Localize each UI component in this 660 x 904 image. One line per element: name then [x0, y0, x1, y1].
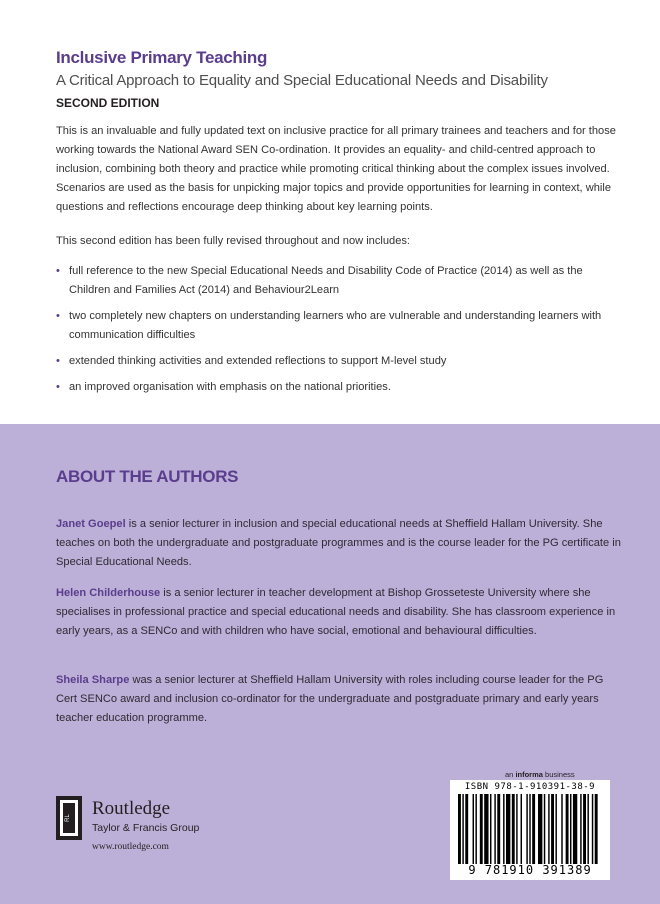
list-item	[56, 307, 626, 345]
author-bio	[56, 584, 626, 641]
author-bio	[56, 671, 626, 728]
list-item	[56, 262, 626, 300]
informa-brand: informa	[515, 770, 543, 779]
barcode-bar	[573, 794, 577, 864]
barcode-bar	[595, 794, 598, 864]
book-title: Inclusive Primary Teaching	[56, 48, 268, 67]
barcode-bar	[484, 794, 488, 864]
barcode-bar	[555, 794, 556, 864]
isbn-label: ISBN 978-1-910391-38-9	[464, 782, 596, 792]
barcode-bar	[473, 794, 474, 864]
list-item-text: two completely new chapters on understanding learners who are vulnerable and understanding learners with communication difficulties	[69, 310, 602, 341]
barcode-bar	[538, 794, 542, 864]
barcode-bar	[497, 794, 500, 864]
routledge-logo-icon	[56, 796, 82, 840]
barcode-bar	[490, 794, 491, 864]
author-bio-text: was a senior lecturer at Sheffield Hallam University with roles including course leader for the PG Cert SENCo award and inclusion co-ordinator for the undergraduate and postgraduate primary and early years teacher education programme.	[56, 674, 604, 724]
barcode-bar	[506, 794, 510, 864]
barcode-bar	[548, 794, 549, 864]
isbn-barcode	[450, 780, 610, 880]
description-section	[0, 0, 660, 424]
list-item-text: an improved organisation with emphasis on the national priorities.	[69, 381, 391, 393]
barcode-bar	[465, 794, 468, 864]
barcode-bar	[462, 794, 463, 864]
publisher-name: Routledge	[92, 798, 171, 819]
author-bio-text: is a senior lecturer in inclusion and special educational needs at Sheffield Hallam University. She teaches on both the undergraduate and postgraduate programmes and is the course leader for the PG certificate in Special Educational Needs.	[56, 518, 621, 568]
bullet-icon: •	[56, 381, 60, 393]
barcode-bar	[480, 794, 483, 864]
list-item-text: full reference to the new Special Educational Needs and Disability Code of Practice (2014) as well as the Children and Families Act (2014) and Behaviour2Learn	[69, 265, 583, 296]
informa-tagline	[505, 770, 575, 779]
publisher-logo	[56, 796, 256, 856]
barcode-bar	[532, 794, 535, 864]
list-item	[56, 378, 626, 397]
barcode-number: 9 781910 391389	[468, 863, 592, 877]
author-name: Janet Goepel	[56, 518, 126, 530]
barcode-bar	[503, 794, 504, 864]
list-item	[56, 352, 626, 371]
barcode-bar	[529, 794, 530, 864]
publisher-group: Taylor & Francis Group	[92, 822, 200, 834]
feature-list	[56, 262, 626, 404]
edition-label: SECOND EDITION	[56, 96, 160, 110]
barcode-bar	[570, 794, 571, 864]
about-authors-heading: ABOUT THE AUTHORS	[56, 467, 239, 486]
bullet-icon: •	[56, 355, 60, 367]
barcode-bar	[494, 794, 495, 864]
author-bio	[56, 515, 626, 572]
barcode-bar	[551, 794, 554, 864]
publisher-url: www.routledge.com	[92, 842, 169, 852]
author-name: Helen Childerhouse	[56, 587, 161, 599]
bullet-icon: •	[56, 265, 60, 277]
barcode-bar	[592, 794, 593, 864]
author-name: Sheila Sharpe	[56, 674, 130, 686]
barcode-bar	[526, 794, 527, 864]
barcode-bar	[458, 794, 461, 864]
informa-suffix: business	[542, 770, 575, 779]
barcode-bar	[475, 794, 476, 864]
barcode-bar	[544, 794, 545, 864]
book-subtitle: A Critical Approach to Equality and Special Educational Needs and Disability	[56, 72, 548, 89]
barcode-bar	[516, 794, 517, 864]
svg-text:RL: RL	[65, 814, 71, 822]
barcode-bar	[512, 794, 515, 864]
list-item-text: extended thinking activities and extended reflections to support M-level study	[69, 355, 447, 367]
barcode-bar	[587, 794, 588, 864]
barcode-bar	[580, 794, 581, 864]
edition-intro: This second edition has been fully revised throughout and now includes:	[56, 235, 410, 247]
barcode-bar	[521, 794, 522, 864]
barcode-bar	[583, 794, 586, 864]
bullet-icon: •	[56, 310, 60, 322]
book-description: This is an invaluable and fully updated text on inclusive practice for all primary trainees and teachers and for those working towards the National Award SEN Co-ordination. It provides an equality- and child-centred approach to inclusion, combining both theory and practice while promoting critical thinking about the complex issues involved. Scenarios are used as the basis for unpicking major topics and provide opportunities for learning in context, while questions and reflections encourage deep thinking about key learning points.	[56, 125, 616, 213]
barcode-bar	[566, 794, 569, 864]
informa-prefix: an	[505, 770, 516, 779]
author-bio-text: is a senior lecturer in teacher development at Bishop Grosseteste University where she specialises in professional practice and special educational needs and disability. She has classroom experience in early years, as a SENCo and with children who have social, emotional and behavioural difficulties.	[56, 587, 616, 637]
barcode-bar	[561, 794, 562, 864]
barcode-bars	[458, 794, 602, 864]
